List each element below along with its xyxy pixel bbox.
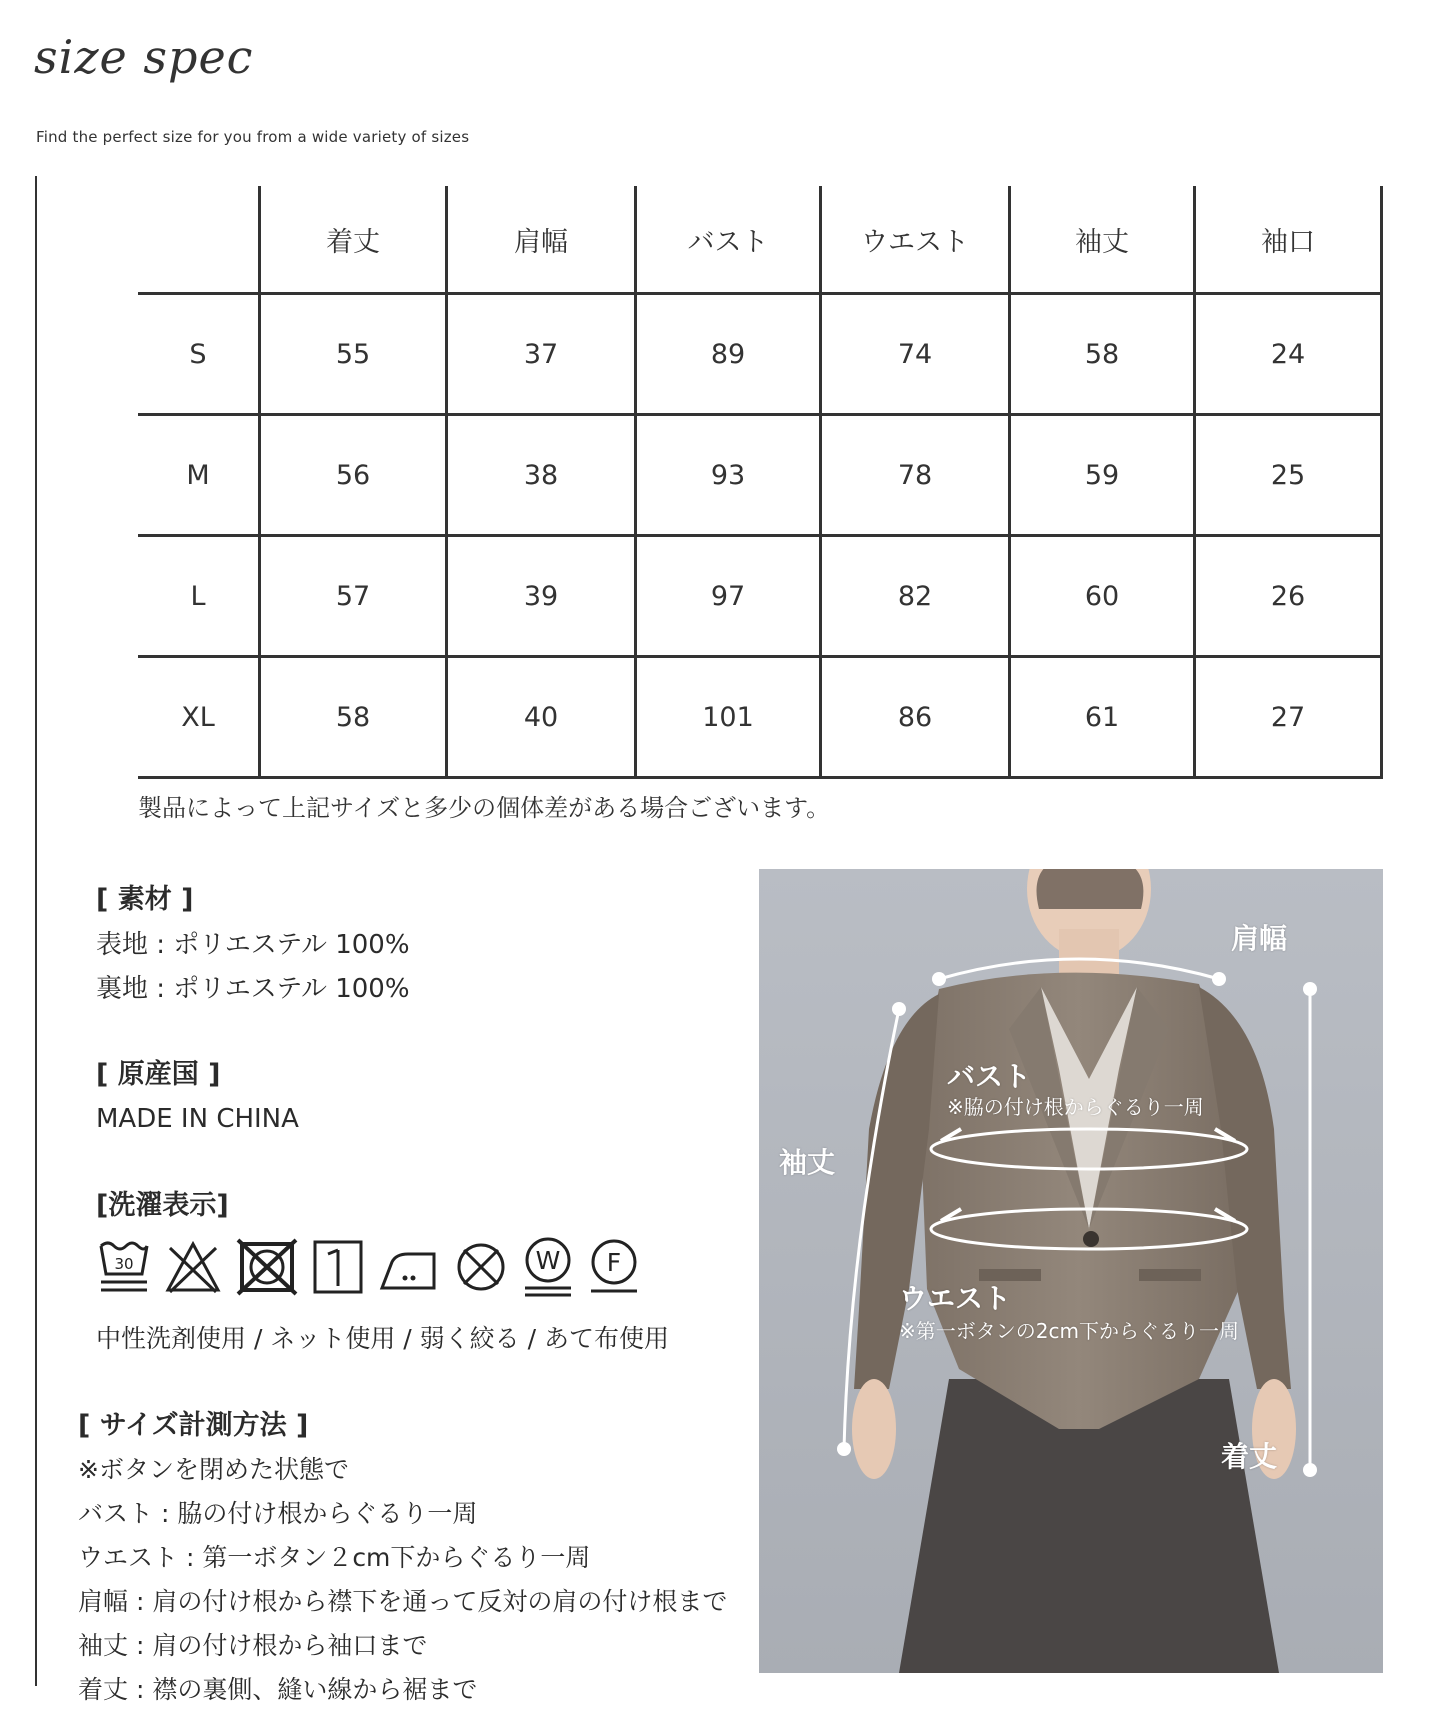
table-cell: 55 [260,294,447,415]
table-cell: 56 [260,415,447,536]
method-line: 着丈 : 襟の裏側、縫い線から裾まで [78,1675,478,1704]
photo-label-bust: バスト [947,1060,1032,1093]
table-note: 製品によって上記サイズと多少の個体差がある場合ございます。 [138,794,831,822]
table-cell: 78 [821,415,1010,536]
size-table [138,186,1383,779]
column-header: 着丈 [260,186,447,294]
photo-note-waist: ※第一ボタンの2cm下からぐるり一周 [899,1319,1239,1343]
no-tumble-dry-icon [236,1238,298,1296]
table-cell: 58 [260,657,447,778]
dryclean-letter: F [606,1248,622,1277]
column-header: ウエスト [821,186,1010,294]
method-line: 袖丈 : 肩の付け根から袖口まで [78,1631,428,1660]
table-cell: 38 [447,415,636,536]
photo-label-sleeve: 袖丈 [779,1146,836,1179]
column-header: バスト [636,186,821,294]
measurement-method [78,1404,727,1712]
column-header: 袖口 [1195,186,1382,294]
photo-label-waist: ウエスト [899,1282,1012,1315]
table-cell: 39 [447,536,636,657]
left-rule [35,176,37,1686]
table-row [138,657,1382,778]
origin-heading: [ 原産国 ] [96,1059,221,1090]
table-cell: 60 [1010,536,1195,657]
table-cell: 101 [636,657,821,778]
table-cell: 82 [821,536,1010,657]
material-heading: [ 素材 ] [96,884,194,915]
subtitle: Find the perfect size for you from a wide variety of sizes [36,128,470,146]
care-icons [98,1236,640,1298]
method-line: バスト : 脇の付け根からぐるり一周 [78,1499,478,1528]
table-cell: 97 [636,536,821,657]
table-cell: 86 [821,657,1010,778]
wet-clean-letter: W [535,1246,561,1275]
table-cell: 25 [1195,415,1382,536]
jacket-illustration [759,869,1383,1673]
photo-note-bust: ※脇の付け根からぐるり一周 [947,1095,1204,1119]
model-photo [759,869,1383,1673]
row-size-label: L [138,536,260,657]
method-line: ※ボタンを閉めた状態で [78,1455,349,1484]
dryclean-f-icon [588,1238,640,1296]
no-dryclean-icon [454,1238,508,1296]
photo-label-length: 着丈 [1221,1440,1278,1473]
wash-temp-label: 30 [114,1255,134,1273]
care-heading: [洗濯表示] [96,1190,229,1221]
table-cell: 74 [821,294,1010,415]
care-instructions: 中性洗剤使用 / ネット使用 / 弱く絞る / あて布使用 [96,1324,669,1353]
table-header-row [138,186,1382,294]
column-header: 肩幅 [447,186,636,294]
table-cell: 26 [1195,536,1382,657]
photo-label-shoulder: 肩幅 [1231,922,1288,955]
table-cell: 57 [260,536,447,657]
row-size-label: M [138,415,260,536]
script-title: size spec [34,30,254,84]
table-cell: 40 [447,657,636,778]
table-cell: 93 [636,415,821,536]
wash-30-gentle-icon [98,1238,150,1296]
table-row [138,294,1382,415]
table-cell: 37 [447,294,636,415]
method-line: 肩幅 : 肩の付け根から襟下を通って反対の肩の付け根まで [78,1587,728,1616]
table-row [138,536,1382,657]
origin-value: MADE IN CHINA [96,1104,299,1134]
method-line: ウエスト : 第一ボタン２cm下からぐるり一周 [78,1543,591,1572]
table-corner [138,186,260,294]
table-cell: 27 [1195,657,1382,778]
wet-clean-icon [522,1236,574,1298]
method-heading: [ サイズ計測方法 ] [78,1410,309,1441]
table-cell: 89 [636,294,821,415]
table-cell: 61 [1010,657,1195,778]
material-outer: 表地 : ポリエステル 100% [96,930,410,960]
no-bleach-icon [164,1238,222,1296]
row-size-label: S [138,294,260,415]
table-cell: 59 [1010,415,1195,536]
low-iron-icon [378,1238,440,1296]
row-size-label: XL [138,657,260,778]
column-header: 袖丈 [1010,186,1195,294]
table-cell: 58 [1010,294,1195,415]
table-row [138,415,1382,536]
line-dry-icon [312,1238,364,1296]
table-cell: 24 [1195,294,1382,415]
material-lining: 裏地 : ポリエステル 100% [96,974,410,1004]
